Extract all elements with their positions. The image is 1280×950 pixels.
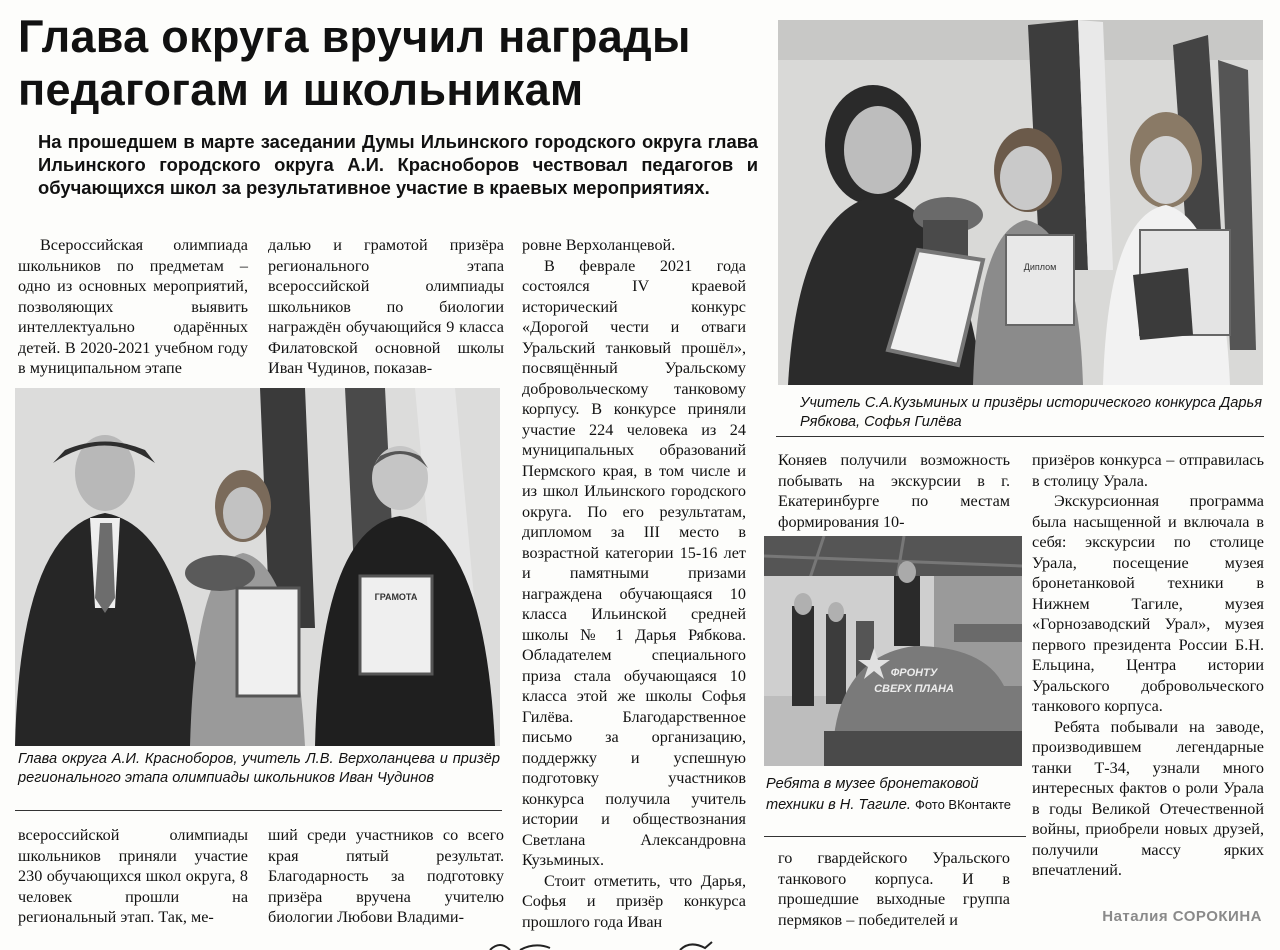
- tank-slogan-2: СВЕРХ ПЛАНА: [874, 683, 954, 695]
- column-4-top: [778, 450, 1010, 532]
- column-4-bottom: [778, 848, 1010, 930]
- column-5-paragraph-1: призёров конкурса – отправилась в столицу Урала.: [1032, 451, 1264, 490]
- photo-teacher-and-students-image: [778, 20, 1263, 385]
- article-lead: На прошедшем в марте заседании Думы Ильинского городского округа глава Ильинского городского округа А.И. Красноборов чествовал педагогов и обучающихся школ за результативное участие в краевых мероприятиях.: [38, 131, 758, 198]
- caption-photo-teacher-text: Учитель С.А.Кузьминых и призёры исторического конкурса Дарья Рябкова, Софья Гилёва: [800, 395, 1262, 430]
- column-5-paragraph-3: Ребята побывали на заводе, производившем легендарные танки Т-34, узнали много интересных фактов о роли Урала в годы Великой Отечественной войны, приобрели новых друзей, получили массу ярких впечатлений.: [1032, 717, 1264, 879]
- diploma-text: Диплом: [1023, 262, 1057, 272]
- column-4-paragraph-2: го гвардейского Уральского танкового корпуса. И в прошедшие выходные группа пермяков – победителей и: [778, 849, 1010, 929]
- column-2-bottom: [268, 825, 504, 928]
- column-2-paragraph-1: далью и грамотой призёра регионального этапа всероссийской олимпиады школьников по биологии награждён обучающийся 9 класса Филатовской основной школы Иван Чудинов, показав-: [268, 236, 504, 377]
- caption-photo-ceremony: [18, 750, 500, 788]
- article-byline: Наталия СОРОКИНА: [1102, 908, 1262, 925]
- column-1-bottom: [18, 825, 248, 928]
- column-1-paragraph-1: Всероссийская олимпиада школьников по предметам – одно из основных мероприятий, позволяющих выявить интеллектуально одарённых детей. В 2020-2021 учебном году в муниципальном этапе: [18, 236, 248, 377]
- headline-line-2: педагогам и школьникам: [18, 64, 584, 115]
- caption-photo-tank: [766, 775, 1028, 815]
- article-headline: [18, 10, 788, 116]
- column-3-paragraph-3: Стоит отметить, что Дарья, Софья и призёр конкурса прошлого года Иван: [522, 871, 746, 931]
- divider-right-top: [776, 436, 1264, 437]
- photo-tank-museum-image: [764, 536, 1022, 766]
- column-5: [1032, 450, 1264, 881]
- caption-photo-tank-text: Ребята в музее бронетаковой техники в Н. Тагиле.: [766, 776, 979, 813]
- column-3: [522, 235, 746, 932]
- cropped-next-article-fragment: [480, 938, 740, 950]
- column-2-paragraph-2: ший среди участников со всего края пятый результат. Благодарность за подготовку призёра вручена учителю биологии Любови Владими-: [268, 826, 504, 926]
- column-1-paragraph-2: всероссийской олимпиады школьников приняли участие 230 обучающихся школ округа, 8 человек прошли на региональный этап. Так, ме-: [18, 826, 248, 926]
- tank-slogan-1: ФРОНТУ: [890, 667, 938, 679]
- photo-award-ceremony-image: [15, 388, 500, 746]
- column-3-paragraph-2: В феврале 2021 года состоялся IV краевой исторический конкурс «Дорогой чести и отваги Уральский танковый прошёл», посвящённый Уральскому добровольческому танковому корпусу. В конкурсе приняли участие 224 человека из 24 муниципальных образований Пермского края, в том числе и из школ Ильинского городского округа. По его результатам, дипломом за III место в возрастной категории 15-16 лет и памятными призами награждена обучающаяся 10 класса Ильинской средней школы № 1 Дарья Рябкова. Обладателем специального приза стала обучающаяся 10 класса этой же школы Софья Гилёва. Благодарственное письмо за организацию, поддержку и успешную подготовку участников конкурса получила учитель истории и обществознания Светлана Александровна Кузьминых.: [522, 256, 746, 869]
- divider-right-bottom: [764, 836, 1026, 837]
- photo-award-ceremony: [15, 388, 500, 746]
- column-3-paragraph-1: ровне Верхоланцевой.: [522, 236, 676, 254]
- column-4-paragraph-1: Коняев получили возможность побывать на экскурсии в г. Екатеринбурге по местам формирования 10-: [778, 451, 1010, 531]
- gramota-text: ГРАМОТА: [374, 592, 418, 602]
- caption-photo-teacher: [800, 394, 1262, 432]
- column-5-paragraph-2: Экскурсионная программа была насыщенной и включала в себя: экскурсии по столице Урала, посещение музея бронетанковой техники в Нижнем Тагиле, музея «Горнозаводский Урал», музея первого президента России Б.Н. Ельцина, Центра истории Уральского добровольческого танкового корпуса.: [1032, 492, 1264, 715]
- caption-photo-ceremony-text: Глава округа А.И. Красноборов, учитель Л.В. Верхоланцева и призёр регионального этапа олимпиады школьников Иван Чудинов: [18, 751, 500, 786]
- caption-photo-tank-credit: Фото ВКонтакте: [914, 796, 1011, 812]
- divider-left: [15, 810, 502, 811]
- column-1-top: [18, 235, 248, 379]
- column-2-top: [268, 235, 504, 379]
- photo-tank-museum: [764, 536, 1022, 766]
- headline-line-1: Глава округа вручил награды: [18, 11, 691, 62]
- photo-teacher-and-students: [778, 20, 1263, 385]
